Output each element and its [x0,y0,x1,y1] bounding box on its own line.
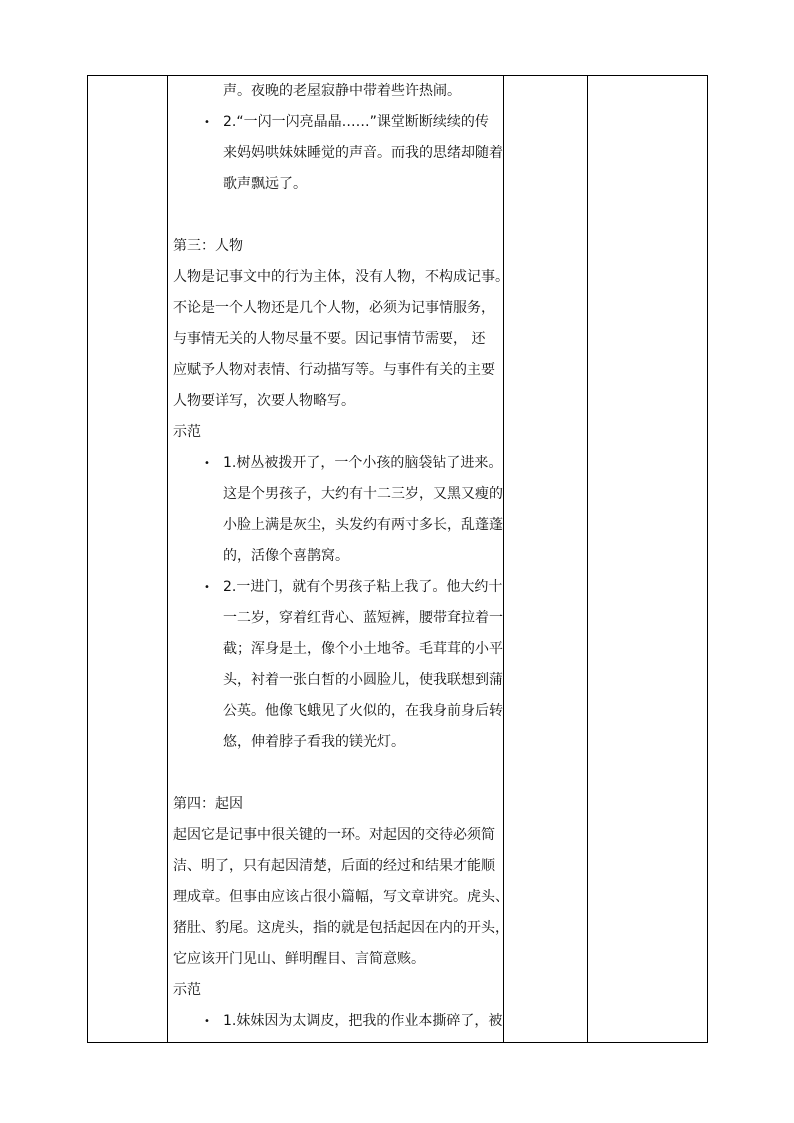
text-line: 1.妹妹因为太调皮，把我的作业本撕碎了，被 [223,1013,503,1029]
lesson-table [87,75,708,1043]
left-cell [88,76,168,1043]
continued-item [173,76,499,107]
text-line: 声。夜晚的老屋寂静中带着些许热闹。 [223,83,461,99]
text-line: 来妈妈哄妹妹睡觉的声音。而我的思绪却随着 [223,145,503,161]
paragraph-line: 与事情无关的人物尽量不要。因记事情节需要， 还 [173,331,486,347]
paragraph-line: 猪肚、豹尾。这虎头，指的就是包括起因在内的开头， [173,920,509,936]
text-line: 2.一进门，就有个男孩子粘上我了。他大约十 [223,579,503,595]
section-heading: 第四：起因 [173,796,243,812]
text-line: 一二岁，穿着红背心、蓝短裤，腰带耷拉着一 [223,610,503,626]
paragraph-line: 人物是记事文中的行为主体，没有人物，不构成记事。 [173,269,509,285]
bullet-icon: • [204,1016,210,1027]
paragraph-line: 人物要详写，次要人物略写。 [173,393,355,409]
bullet-icon: • [204,117,210,128]
text-line: 2.“一闪一闪亮晶晶……”课堂断断续续的传 [223,114,489,130]
text-line: 公英。他像飞蛾见了火似的，在我身前身后转 [223,703,503,719]
bullet-item [173,448,503,572]
content-body [168,76,509,1037]
paragraph-line: 不论是一个人物还是几个人物，必须为记事情服务， [173,300,495,316]
section-heading: 第三：人物 [173,238,243,254]
paragraph-line: 应赋予人物对表情、行动描写等。与事件有关的主要 [173,362,495,378]
text-line: 这是个男孩子，大约有十二三岁，又黑又瘦的 [223,486,503,502]
text-line: 的，活像个喜鹊窝。 [223,548,349,564]
blank-cell [504,76,588,1043]
paragraph-line: 它应该开门见山、鲜明醒目、言简意赅。 [173,951,425,967]
text-line: 悠，伸着脖子看我的镁光灯。 [223,734,405,750]
content-cell [168,76,509,1043]
bullet-icon: • [204,458,210,469]
bullet-icon: • [204,582,210,593]
text-line: 小脸上满是灰尘，头发约有两寸多长，乱蓬蓬 [223,517,503,533]
bullet-item [173,572,503,758]
blank-cell [588,76,708,1043]
example-label: 示范 [173,424,201,440]
bullet-item [173,107,503,200]
text-line: 歌声飘远了。 [223,176,307,192]
text-line: 1.树丛被拨开了，一个小孩的脑袋钻了进来。 [223,455,503,471]
example-label: 示范 [173,982,201,998]
bullet-item [173,1006,503,1037]
paragraph-line: 理成章。但事由应该占很小篇幅，写文章讲究。虎头、 [173,889,509,905]
text-line: 截；浑身是土，像个小土地爷。毛茸茸的小平 [223,641,503,657]
paragraph-line: 洁、明了，只有起因清楚，后面的经过和结果才能顺 [173,858,495,874]
paragraph-line: 起因它是记事中很关键的一环。对起因的交待必须简 [173,827,495,843]
text-line: 头，衬着一张白皙的小圆脸儿，使我联想到蒲 [223,672,503,688]
